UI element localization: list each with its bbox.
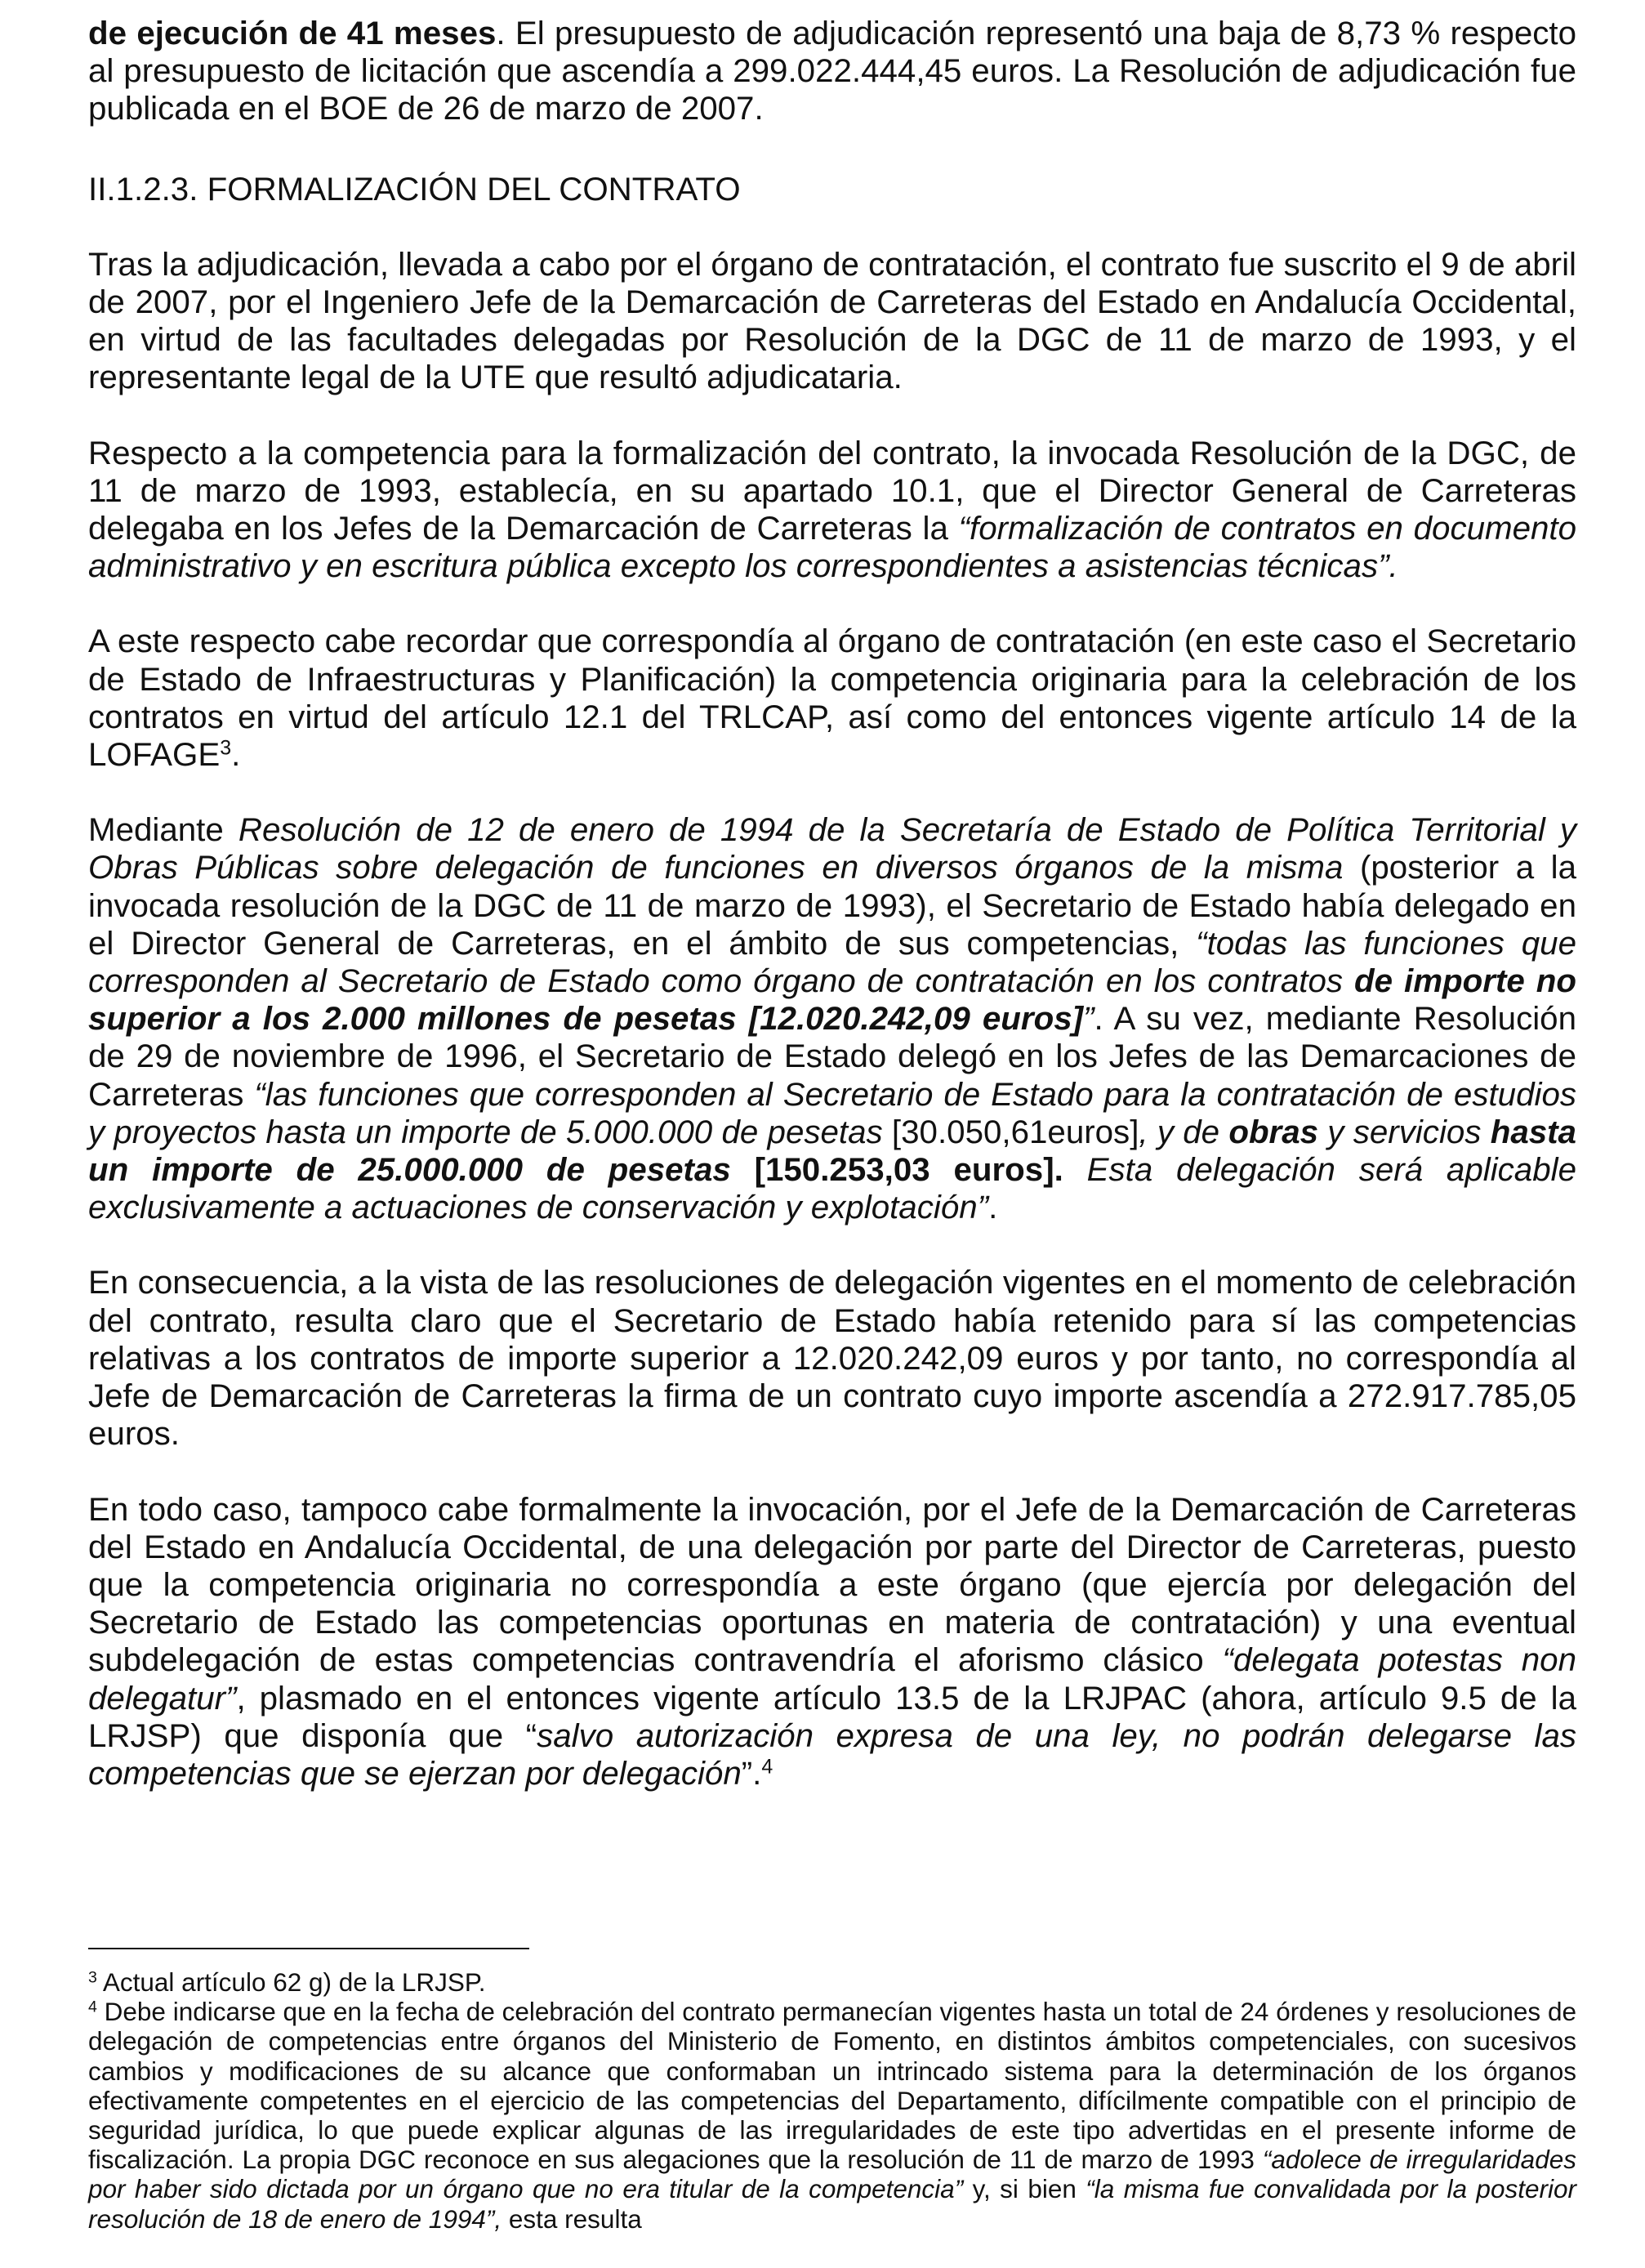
bold-italic-quote [1228, 1114, 1318, 1150]
paragraph-text: ”. [741, 1754, 762, 1792]
italic-quote: , y de [1139, 1113, 1229, 1150]
italic-quote: “las funciones que corresponden al Secretario de Estado para la contratación de estudios y proyectos hasta un importe de 5.000.000 de pesetas [88, 1075, 1577, 1150]
paragraph-text: . [231, 736, 241, 774]
paragraph-text: . A su vez, mediante Resolución de 29 de noviembre de 1996, el Secretario de Estado delegó en los Jefes de las Demarcaciones de Carreteras [88, 1000, 1576, 1113]
footnotes [88, 1967, 1576, 2234]
paragraph-text: Respecto a la competencia para la formalización del contrato, la invocada Resolución de la DGC, de 11 de marzo de 1993, establecía, en su apartado 10.1, que el Director General de Carreteras delegaba en los Jefes de la Demarcación de Carreteras la [88, 434, 1576, 547]
paragraph-text: . El presupuesto de adjudicación representó una baja de 8,73 % respecto al presupuesto de licitación que ascendía a 299.022.444,45 euros. La Resolución de adjudicación fue publicada en el BOE de 26 de marzo de 2007. [88, 15, 1576, 127]
italic-quote: ” [1083, 1000, 1094, 1038]
paragraph-subdelegation [88, 1491, 1576, 1793]
footnote-mark: 3 [88, 1968, 97, 1987]
italic-quote: salvo autorización expresa de una ley, no podrán delegarse las competencias que se ejerzan por delegación [88, 1717, 1576, 1792]
paragraph-contract-signing: Tras la adjudicación, llevada a cabo por el órgano de contratación, el contrato fue suscrito el 9 de abril de 2007, por el Ingeniero Jefe de la Demarcación de Carreteras del Estado en Andalucía Occidental, en virtud de las facultades delegadas por Resolución de la DGC de 11 de marzo de 1993, y el representante legal de la UTE que resultó adjudicataria. [88, 245, 1576, 396]
document-page [88, 8, 1576, 1793]
footnote-ref-4[interactable]: 4 [761, 1755, 773, 1779]
footnote-ref-3[interactable]: 3 [220, 736, 232, 760]
paragraph-text: . [988, 1189, 998, 1226]
bold-amount: [150.253,03 euros]. [730, 1151, 1063, 1189]
italic-quote: “adolece de irregularidades por haber sido dictada por un órgano que no era titular de la competencia” [88, 2145, 1576, 2204]
footnote-4 [88, 1997, 1576, 2234]
bold-italic-text: obras [1228, 1113, 1319, 1150]
paragraph-original-competence [88, 623, 1576, 774]
italic-quote: “formalización de contratos en documento administrativo y en escritura pública excepto los correspondientes a asistencias técnicas”. [88, 510, 1576, 585]
italic-quote: “delegata potestas non delegatur” [88, 1641, 1576, 1717]
italic-quote: “la misma fue convalidada por la posterior resolución de 18 de enero de 1994”, [88, 2174, 1576, 2234]
footnote-mark: 4 [88, 1998, 97, 2016]
paragraph-text: A este respecto cabe recordar que correspondía al órgano de contratación (en este caso el Secretario de Estado de Infraestructuras y Planificación) la competencia originaria para la celebración de los contratos en virtud del artículo 12.1 del TRLCAP, así como del entonces vigente artículo 14 de la LOFAGE [88, 623, 1576, 774]
italic-title: Resolución de 12 de enero de 1994 de la Secretaría de Estado de Política Territorial y Obras Públicas sobre delegación de funciones en diversos órganos de la misma [88, 811, 1577, 886]
footnote-separator [88, 1948, 529, 1949]
footnote-text: Debe indicarse que en la fecha de celebración del contrato permanecían vigentes hasta un total de 24 órdenes y resoluciones de delegación de competencias entre órganos del Ministerio de Fomento, en distintos ámbitos competenciales, con sucesivos cambios y modificaciones de su alcance que conformaban un intrincado sistema para la determinación de los órganos efectivamente competentes en el ejercicio de las competencias del Departamento, difícilmente compatible con el principio de seguridad jurídica, lo que puede explicar algunas de las irregularidades de este tipo advertidas en el presente informe de fiscalización. La propia DGC reconoce en sus alegaciones que la resolución de 11 de marzo de 1993 [88, 1997, 1576, 2175]
paragraph-adjudication-summary [88, 15, 1576, 128]
bold-term: de ejecución de 41 meses [88, 15, 497, 51]
italic-quote: Esta delegación será aplicable exclusivamente a actuaciones de conservación y explotación” [88, 1151, 1576, 1226]
paragraph-text: [30.050,61euros] [882, 1113, 1139, 1150]
footnote-text: Actual artículo 62 g) de la LRJSP. [96, 1967, 486, 1997]
paragraph-text: En todo caso, tampoco cabe formalmente la invocación, por el Jefe de la Demarcación de Carreteras del Estado en Andalucía Occidental, de una delegación por parte del Director de Carreteras, puesto que la competencia originaria no correspondía a este órgano (que ejercía por delegación del Secretario de Estado las competencias oportunas en materia de contratación) y una eventual subdelegación de estas competencias contravendría el aforismo clásico [88, 1490, 1576, 1679]
bold-italic-text: hasta un importe de 25.000.000 de pesetas [88, 1113, 1576, 1189]
section-heading: II.1.2.3. FORMALIZACIÓN DEL CONTRATO [88, 170, 741, 208]
italic-quote: “todas las funciones que corresponden al Secretario de Estado como órgano de contratación en los contratos [88, 924, 1576, 1000]
paragraph-text: Mediante [88, 811, 239, 849]
paragraph-delegation-resolutions [88, 811, 1576, 1226]
footnote-text: y, si bien [963, 2174, 1086, 2204]
italic-quote: y servicios [1318, 1113, 1491, 1150]
footnote-3 [88, 1967, 1576, 1997]
bold-italic-text: de importe no superior a los 2.000 millones de pesetas [12.020.242,09 euros] [88, 962, 1576, 1038]
paragraph-competence [88, 435, 1576, 586]
paragraph-text: , plasmado en el entonces vigente artículo 13.5 de la LRJPAC (ahora, artículo 9.5 de la LRJSP) que disponía que “ [88, 1679, 1576, 1754]
paragraph-consequence: En consecuencia, a la vista de las resoluciones de delegación vigentes en el momento de celebración del contrato, resulta claro que el Secretario de Estado había retenido para sí las competencias relativas a los contratos de importe superior a 12.020.242,09 euros y por tanto, no correspondía al Jefe de Demarcación de Carreteras la firma de un contrato cuyo importe ascendía a 272.917.785,05 euros. [88, 1264, 1576, 1453]
footnote-text: esta resulta [502, 2203, 642, 2234]
paragraph-text: (posterior a la invocada resolución de la DGC de 11 de marzo de 1993), el Secretario de Estado había delegado en el Director General de Carreteras, en el ámbito de sus competencias, [88, 849, 1577, 962]
